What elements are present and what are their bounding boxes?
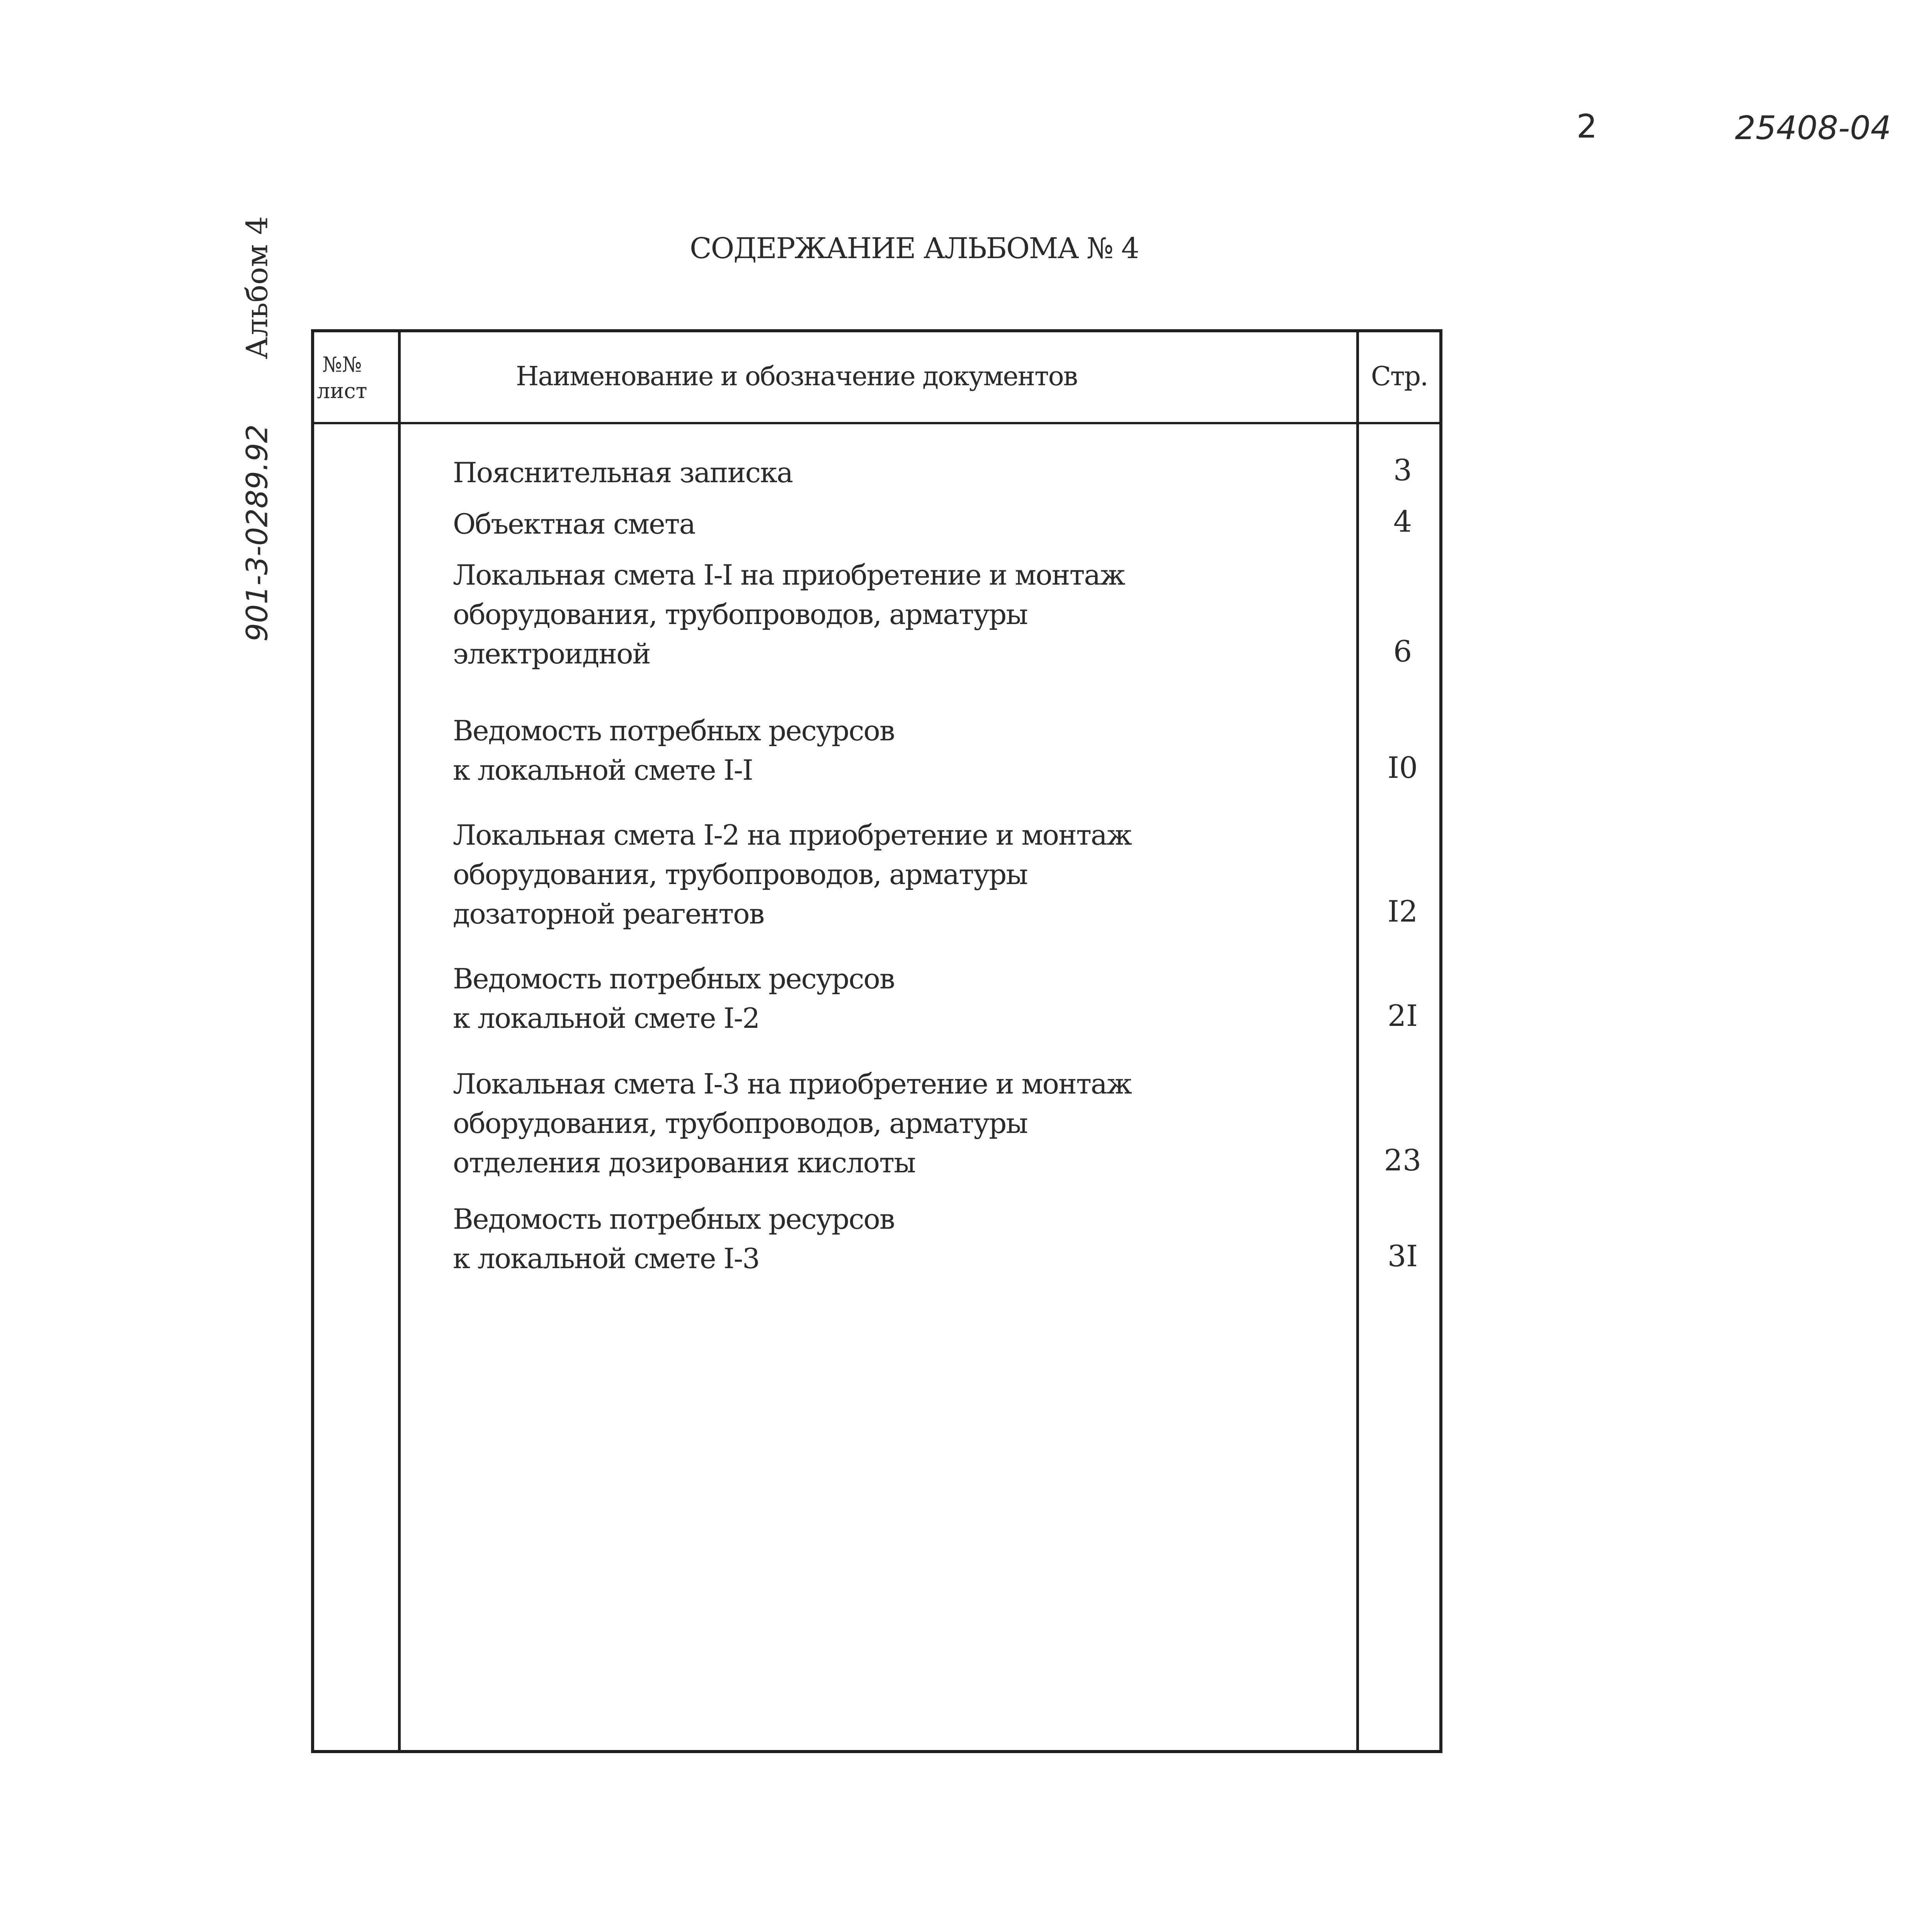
table-divider-page <box>1356 329 1359 1753</box>
table-row <box>453 815 1131 934</box>
table-row <box>453 711 894 790</box>
table-row <box>453 959 894 1038</box>
page-title: СОДЕРЖАНИЕ АЛЬБОМА № 4 <box>690 232 1139 265</box>
row-title: к локальной смете I-2 <box>453 1002 759 1034</box>
table-row <box>453 453 793 492</box>
row-page: 4 <box>1393 504 1412 539</box>
row-title: оборудования, трубопроводов, арматуры <box>453 598 1027 631</box>
row-title: оборудования, трубопроводов, арматуры <box>453 1107 1027 1139</box>
page-number: 2 <box>1577 107 1597 145</box>
row-title: Объектная смета <box>453 508 695 540</box>
row-title: электроидной <box>453 638 650 670</box>
row-title: дозаторной реагентов <box>453 898 764 930</box>
column-header-name: Наименование и обозначение документов <box>516 361 1077 392</box>
row-title: Ведомость потребных ресурсов <box>453 1203 895 1235</box>
column-header-sheet <box>317 352 367 404</box>
column-header-sheet-line2: лист <box>317 379 367 403</box>
row-title: Пояснительная записка <box>453 456 793 489</box>
row-page: 6 <box>1393 634 1412 668</box>
row-page: I2 <box>1387 894 1418 929</box>
table-divider-sheet <box>398 329 401 1753</box>
document-code: 25408-04 <box>1735 109 1891 147</box>
row-title: отделения дозирования кислоты <box>453 1146 915 1179</box>
row-page: 2I <box>1387 998 1418 1033</box>
table-row <box>453 1064 1131 1182</box>
row-page: 3 <box>1393 453 1412 487</box>
row-title: к локальной смете I-3 <box>453 1242 759 1275</box>
side-stamp-album: Альбом 4 <box>240 216 274 359</box>
row-title: оборудования, трубопроводов, арматуры <box>453 858 1027 891</box>
table-row <box>453 1199 894 1278</box>
row-title: Ведомость потребных ресурсов <box>453 963 895 995</box>
row-title: Локальная смета I-3 на приобретение и монтаж <box>453 1068 1131 1100</box>
row-page: 3I <box>1387 1239 1418 1273</box>
table-row <box>453 504 695 544</box>
row-page: 23 <box>1384 1143 1422 1177</box>
table-header-divider <box>311 422 1442 424</box>
row-title: Ведомость потребных ресурсов <box>453 714 895 747</box>
row-title: Локальная смета I-2 на приобретение и монтаж <box>453 819 1131 851</box>
row-title: к локальной смете I-I <box>453 754 753 786</box>
side-stamp-code: 901-3-0289.92 <box>240 424 274 642</box>
table-row <box>453 555 1125 673</box>
row-page: I0 <box>1387 750 1418 785</box>
column-header-sheet-line1: №№ <box>322 352 362 377</box>
row-title: Локальная смета I-I на приобретение и монтаж <box>453 559 1125 591</box>
column-header-page: Стр. <box>1371 361 1428 392</box>
